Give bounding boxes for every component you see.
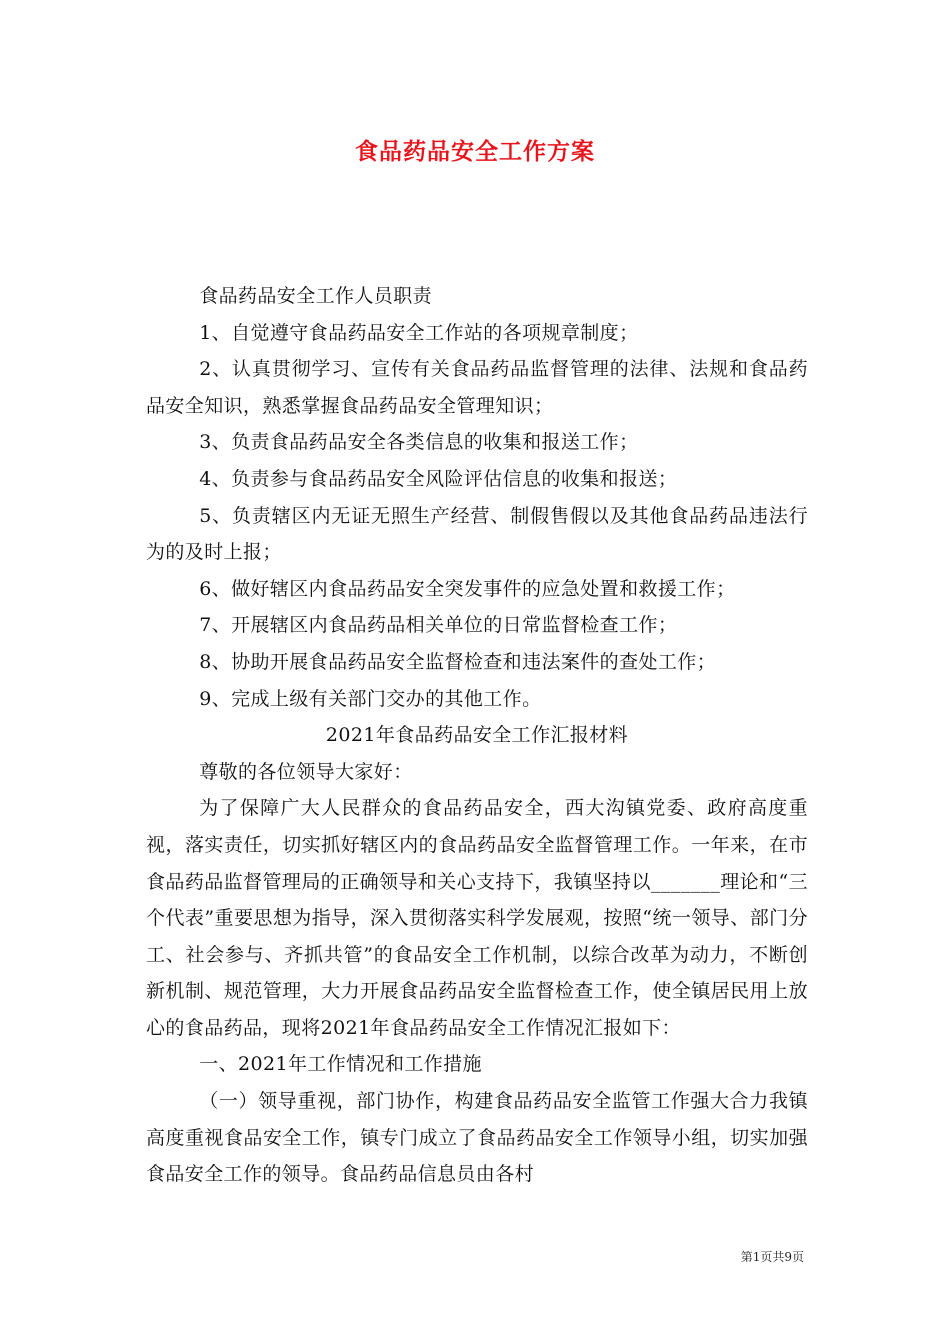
- document-body: [146, 278, 808, 1193]
- paragraph: 一、2021年工作情况和工作措施: [199, 1053, 482, 1076]
- paragraph: 7、开展辖区内食品药品相关单位的日常监督检查工作；: [199, 614, 678, 637]
- paragraph: 为了保障广大人民群众的食品药品安全，西大沟镇党委、政府高度重视，落实责任，切实抓好辖区内的食品药品安全监督管理工作。一年来，在市食品药品监督管理局的正确领导和关心支持下，我镇坚持以_______理论和“三个代表”重要思想为指导，深入贯彻落实科学发展观，按照“统一领导、部门分工、社会参与、齐抓共管”的食品安全工作机制，以综合改革为动力，不断创新机制、规范管理，大力开展食品药品安全监督检查工作，使全镇居民用上放心的食品药品，现将2021年食品药品安全工作情况汇报如下：: [146, 797, 808, 1039]
- document-title: 食品药品安全工作方案: [355, 138, 595, 165]
- paragraph: 8、协助开展食品药品安全监督检查和违法案件的查处工作；: [199, 650, 717, 673]
- paragraph: 6、做好辖区内食品药品安全突发事件的应急处置和救援工作；: [199, 577, 736, 600]
- paragraph: 2021年食品药品安全工作汇报材料: [325, 724, 629, 747]
- paragraph: （一）领导重视，部门协作，构建食品药品安全监管工作强大合力我镇高度重视食品安全工作，镇专门成立了食品药品安全工作领导小组，切实加强食品安全工作的领导。食品药品信息员由各村: [146, 1090, 808, 1186]
- paragraph: 2、认真贯彻学习、宣传有关食品药品监督管理的法律、法规和食品药品安全知识，熟悉掌握食品药品安全管理知识；: [146, 358, 808, 417]
- paragraph: 4、负责参与食品药品安全风险评估信息的收集和报送；: [199, 467, 678, 490]
- page-number: 第1页共9页: [740, 1250, 804, 1264]
- paragraph: 1、自觉遵守食品药品安全工作站的各项规章制度；: [199, 321, 639, 344]
- paragraph: 食品药品安全工作人员职责: [199, 285, 432, 307]
- paragraph: 5、负责辖区内无证无照生产经营、制假售假以及其他食品药品违法行为的及时上报；: [146, 504, 808, 564]
- paragraph: 尊敬的各位领导大家好：: [199, 760, 413, 783]
- paragraph: 3、负责食品药品安全各类信息的收集和报送工作；: [199, 431, 639, 454]
- paragraph: 9、完成上级有关部门交办的其他工作。: [199, 687, 542, 710]
